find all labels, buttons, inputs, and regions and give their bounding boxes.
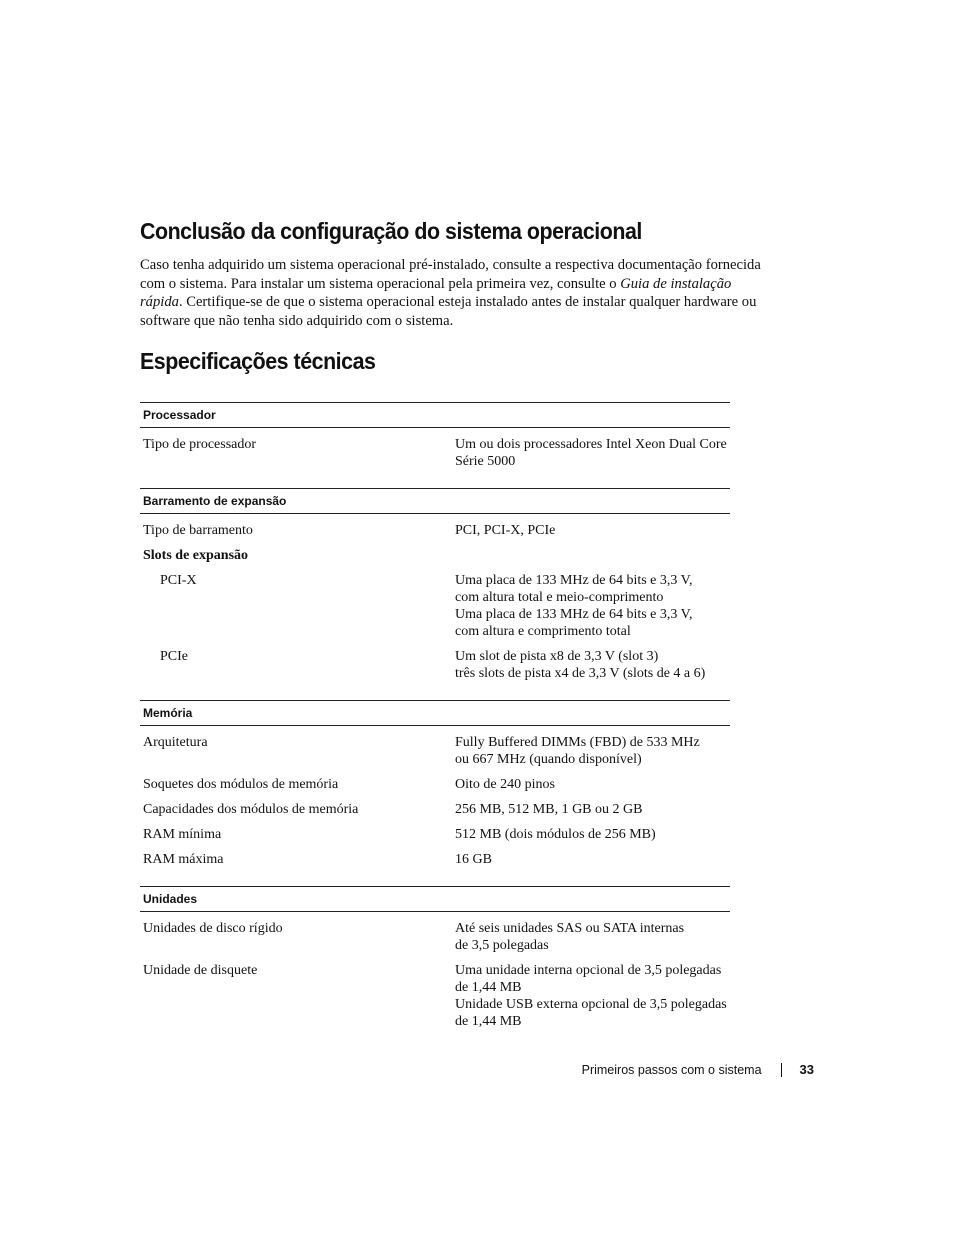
spec-label: RAM mínima <box>143 827 222 842</box>
os-setup-paragraph <box>140 256 770 330</box>
spec-label: Capacidades dos módulos de memória <box>143 802 359 817</box>
spec-value: Um slot de pista x8 de 3,3 V (slot 3) três slots de pista x4 de 3,3 V (slots de 4 a 6) <box>455 649 706 681</box>
spec-value: Uma placa de 133 MHz de 64 bits e 3,3 V, com altura total e meio-comprimento Uma placa de 133 MHz de 64 bits e 3,3 V, com altura e comprimento total <box>455 573 693 639</box>
footer-separator <box>781 1063 782 1077</box>
spec-row <box>140 565 730 641</box>
spec-row <box>140 641 730 701</box>
spec-value: Até seis unidades SAS ou SATA internas de 3,5 polegadas <box>455 921 685 953</box>
spec-label: RAM máxima <box>143 852 224 867</box>
spec-value: Um ou dois processadores Intel Xeon Dual Core Série 5000 <box>455 437 727 469</box>
guide-title-italic: Guia de instalação rápida <box>140 275 732 311</box>
spec-value: PCI, PCI-X, PCIe <box>455 523 556 538</box>
spec-value: 16 GB <box>455 852 492 867</box>
paragraph-text-1: Caso tenha adquirido um sistema operacional pré-instalado, consulte a respectiva documentação fornecida com o sistema. Para instalar um sistema operacional pela primeira vez, consulte o <box>140 257 761 292</box>
specifications-table <box>140 402 730 1031</box>
category-header-processor <box>140 403 730 428</box>
section-heading-specs: Especificações técnicas <box>140 348 376 374</box>
spec-row <box>140 912 730 956</box>
spec-subheading: Slots de expansão <box>143 548 249 563</box>
spec-row <box>140 514 730 541</box>
page-footer <box>582 1062 814 1077</box>
spec-label: Tipo de barramento <box>143 523 253 538</box>
spec-label: Unidade de disquete <box>143 963 258 978</box>
spec-row <box>140 844 730 887</box>
spec-label: PCI-X <box>160 573 197 588</box>
spec-row <box>140 428 730 489</box>
category-title: Barramento de expansão <box>140 489 730 514</box>
page-number: 33 <box>799 1062 814 1077</box>
spec-value: Uma unidade interna opcional de 3,5 polegadas de 1,44 MB Unidade USB externa opcional de 3,5 polegadas de 1,44 MB <box>455 963 727 1029</box>
spec-subheading-row <box>140 540 730 565</box>
spec-value: 256 MB, 512 MB, 1 GB ou 2 GB <box>455 802 643 817</box>
spec-row <box>140 769 730 794</box>
category-header-memory <box>140 701 730 726</box>
spec-value <box>455 540 730 565</box>
spec-label: Tipo de processador <box>143 437 257 452</box>
paragraph-text-2: . Certifique-se de que o sistema operacional esteja instalado antes de instalar qualquer hardware ou software que não tenha sido adquirido com o sistema. <box>140 294 757 329</box>
spec-value: Oito de 240 pinos <box>455 777 555 792</box>
spec-label: Unidades de disco rígido <box>143 921 283 936</box>
footer-chapter-title: Primeiros passos com o sistema <box>581 1062 762 1077</box>
spec-label: Soquetes dos módulos de memória <box>143 777 339 792</box>
section-heading-os-setup: Conclusão da configuração do sistema operacional <box>140 218 642 244</box>
spec-value: Fully Buffered DIMMs (FBD) de 533 MHz ou 667 MHz (quando disponível) <box>455 735 700 767</box>
category-title: Memória <box>140 701 730 726</box>
category-header-expansion-bus <box>140 489 730 514</box>
category-title: Processador <box>140 403 730 428</box>
spec-label: PCIe <box>160 649 188 664</box>
spec-row <box>140 955 730 1031</box>
spec-row <box>140 794 730 819</box>
category-header-drives <box>140 887 730 912</box>
spec-label: Arquitetura <box>143 735 208 750</box>
spec-row <box>140 819 730 844</box>
spec-value: 512 MB (dois módulos de 256 MB) <box>455 827 656 842</box>
category-title: Unidades <box>140 887 730 912</box>
spec-row <box>140 726 730 770</box>
